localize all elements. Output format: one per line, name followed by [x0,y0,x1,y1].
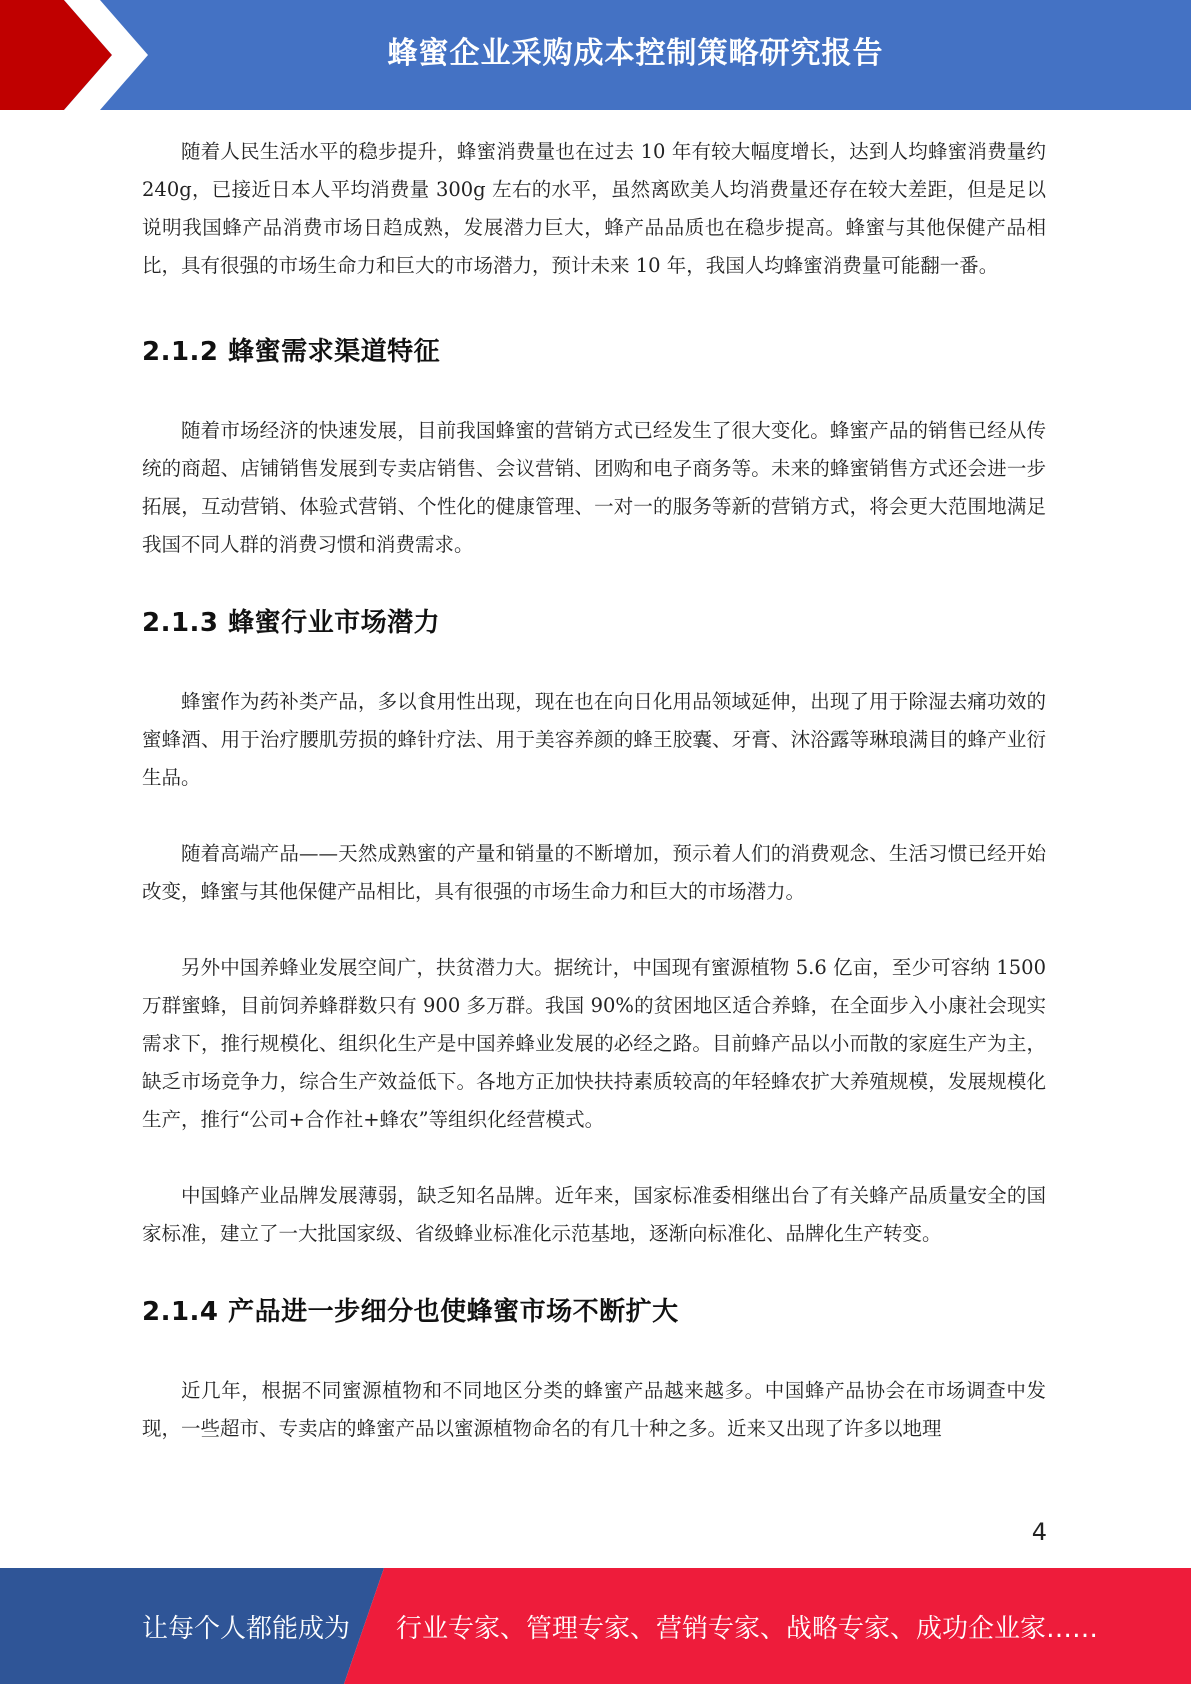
page-number: 4 [1031,1518,1047,1546]
paragraph-brand-development: 中国蜂产业品牌发展薄弱，缺乏知名品牌。近年来，国家标准委相继出台了有关蜂产品质量安全的国家标准，建立了一大批国家级、省级蜂业标准化示范基地，逐渐向标准化、品牌化生产转变。 [142,1184,1046,1245]
paragraph-segmentation: 近几年，根据不同蜜源植物和不同地区分类的蜂蜜产品越来越多。中国蜂产品协会在市场调查中发现，一些超市、专卖店的蜂蜜产品以蜜源植物命名的有几十种之多。近来又出现了许多以地理 [142,1379,1046,1440]
page-header [0,0,1191,110]
document-body [142,133,1046,1448]
footer-slogan-right: 行业专家、管理专家、营销专家、战略专家、成功企业家…… [396,1614,1099,1644]
paragraph-beekeeping-development: 另外中国养蜂业发展空间广，扶贫潜力大。据统计，中国现有蜜源植物 5.6 亿亩，至少可容纳 1500 万群蜜蜂，目前饲养蜂群数只有 900 多万群。我国 90%的贫困地区适合养蜂，在全面步入小康社会现实需求下，推行规模化、组织化生产是中国养蜂业发展的必经之路。目前蜂产品以小而散的家庭生产为主，缺乏市场竞争力，综合生产效益低下。各地方正加快扶持素质较高的年轻蜂农扩大养殖规模，发展规模化生产，推行“公司+合作社+蜂农”等组织化经营模式。 [142,956,1046,1131]
paragraph-channels: 随着市场经济的快速发展，目前我国蜂蜜的营销方式已经发生了很大变化。蜂蜜产品的销售已经从传统的商超、店铺销售发展到专卖店销售、会议营销、团购和电子商务等。未来的蜂蜜销售方式还会进一步拓展，互动营销、体验式营销、个性化的健康管理、一对一的服务等新的营销方式，将会更大范围地满足我国不同人群的消费习惯和消费需求。 [142,419,1046,556]
section-heading-2-1-3: 2.1.3 蜂蜜行业市场潜力 [142,608,441,638]
section-heading-2-1-4: 2.1.4 产品进一步细分也使蜂蜜市场不断扩大 [142,1297,679,1327]
section-heading-2-1-2: 2.1.2 蜂蜜需求渠道特征 [142,337,441,367]
page-footer [0,1568,1191,1684]
report-title: 蜂蜜企业采购成本控制策略研究报告 [387,36,884,71]
paragraph-high-end-products: 随着高端产品——天然成熟蜜的产量和销量的不断增加，预示着人们的消费观念、生活习惯已经开始改变，蜂蜜与其他保健产品相比，具有很强的市场生命力和巨大的市场潜力。 [142,842,1046,903]
paragraph-consumption: 随着人民生活水平的稳步提升，蜂蜜消费量也在过去 10 年有较大幅度增长，达到人均蜂蜜消费量约 240g，已接近日本人平均消费量 300g 左右的水平，虽然离欧美人均消费量还存在较大差距，但是足以说明我国蜂产品消费市场日趋成熟，发展潜力巨大，蜂产品品质也在稳步提高。蜂蜜与其他保健产品相比，具有很强的市场生命力和巨大的市场潜力，预计未来 10 年，我国人均蜂蜜消费量可能翻一番。 [142,140,1046,277]
footer-slogan-left: 让每个人都能成为 [142,1614,351,1644]
paragraph-derivatives: 蜂蜜作为药补类产品，多以食用性出现，现在也在向日化用品领域延伸，出现了用于除湿去痛功效的蜜蜂酒、用于治疗腰肌劳损的蜂针疗法、用于美容养颜的蜂王胶囊、牙膏、沐浴露等琳琅满目的蜂产业衍生品。 [142,690,1046,789]
